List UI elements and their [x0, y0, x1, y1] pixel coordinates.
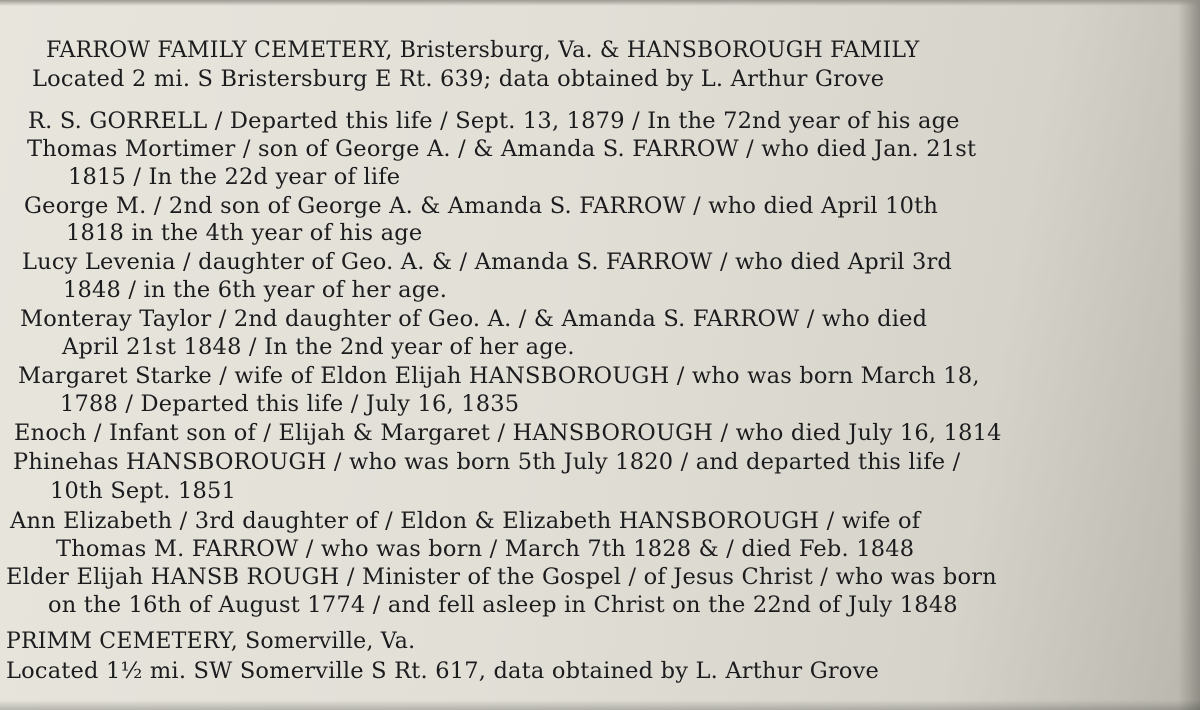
entry-line: Elder Elijah HANSB ROUGH / Minister of the Gospel / of Jesus Christ / who was born [6, 564, 997, 590]
entry-continuation-line: 1788 / Departed this life / July 16, 1835 [60, 391, 520, 417]
entry-line: Monteray Taylor / 2nd daughter of Geo. A. / & Amanda S. FARROW / who died [20, 306, 928, 332]
entry-continuation-line: Thomas M. FARROW / who was born / March 7th 1828 & / died Feb. 1848 [56, 536, 915, 562]
entry-continuation-line: 10th Sept. 1851 [50, 478, 237, 504]
section-heading-farrow-cemetery: FARROW FAMILY CEMETERY, Bristersburg, Va. & HANSBOROUGH FAMILY [46, 38, 920, 63]
entry-line: Lucy Levenia / daughter of Geo. A. & / Amanda S. FARROW / who died April 3rd [22, 249, 953, 275]
location-line-farrow: Located 2 mi. S Bristersburg E Rt. 639; data obtained by L. Arthur Grove [32, 66, 885, 92]
entry-line: R. S. GORRELL / Departed this life / Sept. 13, 1879 / In the 72nd year of his age [28, 108, 960, 134]
location-line-primm: Located 1½ mi. SW Somerville S Rt. 617, data obtained by L. Arthur Grove [6, 658, 879, 684]
entry-line: Phinehas HANSBOROUGH / who was born 5th July 1820 / and departed this life / [13, 449, 961, 475]
entry-line: Enoch / Infant son of / Elijah & Margaret / HANSBOROUGH / who died July 16, 1814 [14, 420, 1002, 446]
entry-continuation-line: April 21st 1848 / In the 2nd year of her age. [62, 334, 575, 360]
entry-line: Thomas Mortimer / son of George A. / & Amanda S. FARROW / who died Jan. 21st [27, 136, 977, 162]
entry-line: Margaret Starke / wife of Eldon Elijah HANSBOROUGH / who was born March 18, [18, 363, 980, 389]
section-heading-primm-cemetery: PRIMM CEMETERY, Somerville, Va. [6, 629, 416, 654]
entry-line: George M. / 2nd son of George A. & Amanda S. FARROW / who died April 10th [24, 193, 939, 219]
entry-continuation-line: 1818 in the 4th year of his age [66, 220, 423, 246]
page-fold-shadow [1178, 0, 1200, 710]
page-bottom-shadow [0, 700, 1200, 710]
entry-continuation-line: on the 16th of August 1774 / and fell asleep in Christ on the 22nd of July 1848 [48, 592, 958, 618]
entry-line: Ann Elizabeth / 3rd daughter of / Eldon & Elizabeth HANSBOROUGH / wife of [10, 508, 921, 534]
page-top-shadow [0, 0, 1200, 6]
entry-continuation-line: 1848 / in the 6th year of her age. [63, 277, 448, 303]
entry-continuation-line: 1815 / In the 22d year of life [68, 164, 401, 190]
